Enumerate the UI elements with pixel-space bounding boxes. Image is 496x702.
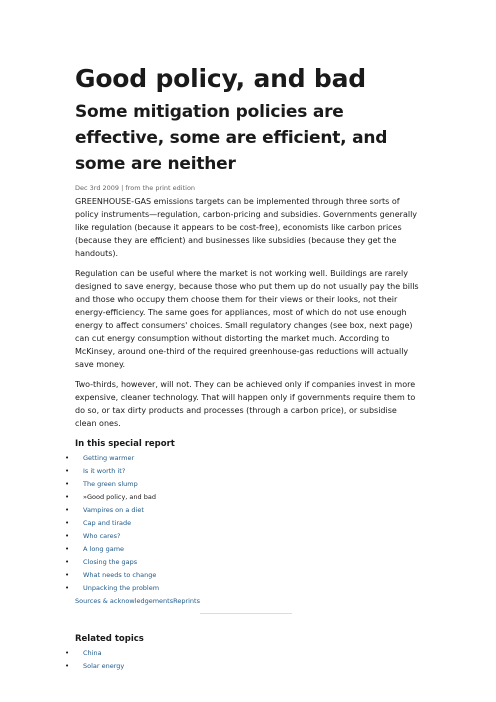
divider: [200, 613, 292, 614]
report-link-closing-gaps[interactable]: Closing the gaps: [83, 558, 138, 566]
special-report-item: [65, 517, 420, 530]
special-report-item: [65, 569, 420, 582]
related-link-solar-energy[interactable]: Solar energy: [83, 662, 125, 670]
report-link-unpacking[interactable]: Unpacking the problem: [83, 584, 160, 592]
sources-link[interactable]: Sources & acknowledgements: [75, 597, 174, 605]
bullet-icon: •: [65, 558, 70, 566]
bullet-icon: •: [65, 506, 70, 514]
special-report-item: [65, 556, 420, 569]
special-report-list: [65, 452, 420, 595]
dateline: Dec 3rd 2009 | from the print edition: [75, 184, 196, 192]
report-link-getting-warmer[interactable]: Getting warmer: [83, 454, 135, 462]
bullet-icon: •: [65, 519, 70, 527]
article-content: [65, 62, 420, 673]
bullet-icon: •: [65, 480, 70, 488]
bullet-icon: •: [65, 545, 70, 553]
special-report-item: [65, 465, 420, 478]
report-link-what-needs-to-change[interactable]: What needs to change: [83, 571, 157, 579]
bullet-icon: •: [65, 649, 70, 657]
report-link-vampires[interactable]: Vampires on a diet: [83, 506, 144, 514]
reprints-link[interactable]: Reprints: [173, 597, 200, 605]
special-report-heading: In this special report: [75, 439, 175, 449]
related-link-china[interactable]: China: [83, 649, 102, 657]
related-topics-list: [65, 647, 420, 673]
bullet-icon: •: [65, 493, 70, 501]
article-paragraph: GREENHOUSE-GAS emissions targets can be implemented through three sorts of policy instruments—regulation, carbon-pricing and subsidies. Governments generally like regulation (because it appears to be cost-free), economists like carbon prices (because they are efficient) and businesses like subsidies (because they get the handouts).: [75, 197, 418, 258]
bullet-icon: •: [65, 467, 70, 475]
article-paragraph: Regulation can be useful where the market is not working well. Buildings are rarely designed to save energy, because those who put them up do not usually pay the bills and those who occupy them choose them for their views or their looks, not their energy-efficiency. The same goes for appliances, most of which do not use enough energy to affect consumers' choices. Small regulatory changes (see box, next page) can cut energy consumption without distorting the market much. According to McKinsey, around one-third of the required greenhouse-gas reductions will actually save money.: [75, 269, 419, 369]
article-title: Good policy, and bad: [75, 64, 366, 93]
related-topic-item: [65, 647, 420, 660]
report-link-long-game[interactable]: A long game: [83, 545, 125, 553]
related-topic-item: [65, 660, 420, 673]
bullet-icon: •: [65, 532, 70, 540]
report-link-who-cares[interactable]: Who cares?: [83, 532, 121, 540]
special-report-item: [65, 543, 420, 556]
special-report-item: [65, 530, 420, 543]
bullet-icon: •: [65, 571, 70, 579]
special-report-item: [65, 504, 420, 517]
special-report-item: [65, 582, 420, 595]
report-link-green-slump[interactable]: The green slump: [83, 480, 138, 488]
report-link-is-it-worth-it[interactable]: Is it worth it?: [83, 467, 126, 475]
special-report-item: [65, 478, 420, 491]
report-link-cap-and-tirade[interactable]: Cap and tirade: [83, 519, 132, 527]
article-subtitle: Some mitigation policies are effective, some are efficient, and some are neither: [75, 102, 388, 174]
bullet-icon: •: [65, 454, 70, 462]
article-paragraph: Two-thirds, however, will not. They can be achieved only if companies invest in more expensive, cleaner technology. That will happen only if governments require them to do so, or tax dirty products and processes (through a carbon price), or subsidise clean ones.: [75, 380, 416, 428]
report-current-item: »Good policy, and bad: [83, 493, 156, 501]
bullet-icon: •: [65, 662, 70, 670]
bullet-icon: •: [65, 584, 70, 592]
related-topics-heading: Related topics: [75, 634, 144, 644]
special-report-item: [65, 452, 420, 465]
report-extras: [75, 596, 420, 606]
special-report-item: [65, 491, 420, 504]
